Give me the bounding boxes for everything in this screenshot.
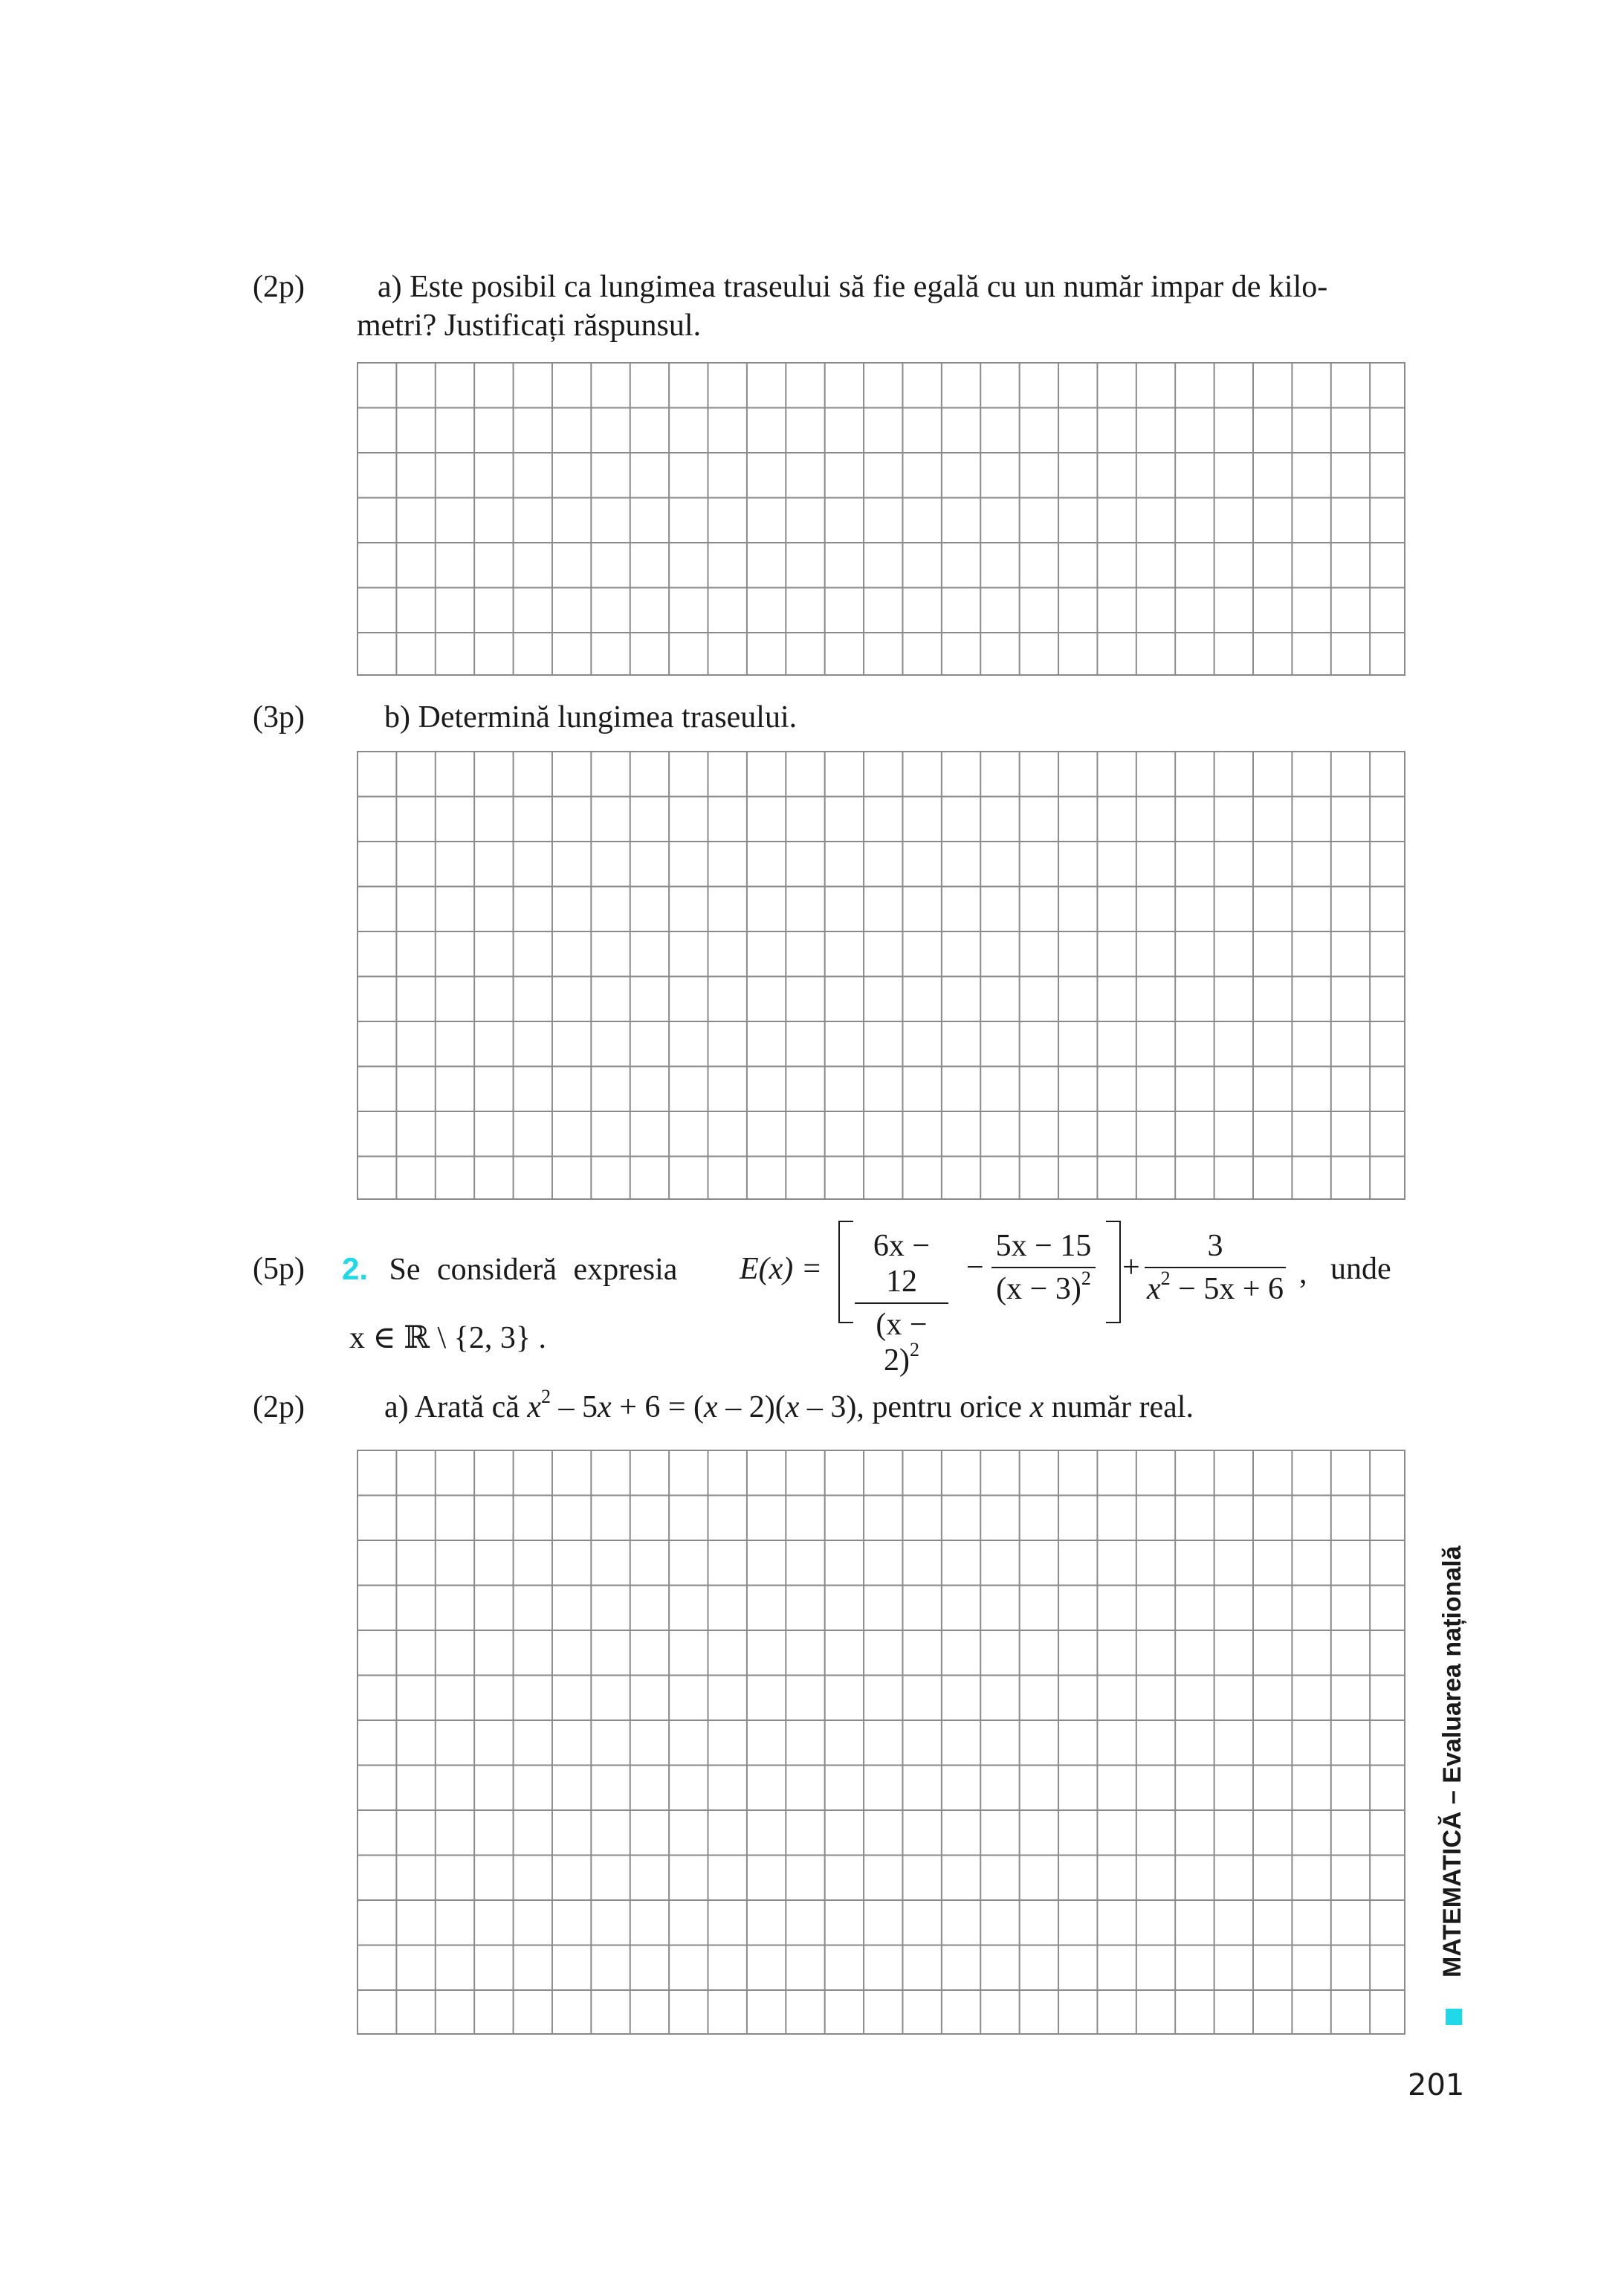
fraction-3: 3 $x^2 - 5x + 6$ <box>1145 1228 1286 1307</box>
answer-grid-q1b[interactable] <box>357 751 1405 1200</box>
points-q1b: (3p) <box>253 700 305 734</box>
fraction-1: 6x − 12 $(x - 2)^2$ <box>855 1228 948 1378</box>
q1a-line2: metri? Justificați răspunsul. <box>357 309 702 343</box>
answer-grid-q2a[interactable] <box>357 1450 1405 2035</box>
left-bracket <box>838 1221 853 1323</box>
points-q1a: (2p) <box>253 270 305 304</box>
points-q2a: (2p) <box>253 1390 305 1424</box>
page-number: 201 <box>1408 2068 1465 2102</box>
q2a-text: a) Arată că $x^2 - 5x + 6 = (x - 2)(x - 3)$, pentru orice x număr real. <box>384 1386 1194 1424</box>
minus-sign: − <box>966 1250 984 1285</box>
q2-statement <box>342 1250 677 1288</box>
q1a-line1: a) Este posibil ca lungimea traseului să fie egală cu un număr impar de kilo- <box>378 270 1328 304</box>
fraction-2: 5x − 15 $(x - 3)^2$ <box>991 1228 1096 1307</box>
subject-sidebar-label: MATEMATICĂ – Evaluarea națională <box>1438 1546 1466 1977</box>
q2-intro: Se consideră expresia <box>389 1253 678 1287</box>
right-bracket <box>1106 1221 1121 1323</box>
unde-text: unde <box>1330 1252 1391 1286</box>
q2-domain: x ∈ ℝ \ {2, 3} . <box>349 1321 546 1355</box>
points-q2: (5p) <box>253 1252 305 1286</box>
comma: , <box>1299 1256 1307 1291</box>
q2-lhs: E(x) = <box>740 1252 823 1286</box>
answer-grid-q1a[interactable] <box>357 362 1405 676</box>
plus-sign: + <box>1122 1250 1140 1285</box>
question-number: 2. <box>342 1251 369 1286</box>
q1b-text: b) Determină lungimea traseului. <box>384 700 798 734</box>
accent-square-icon <box>1446 2009 1462 2025</box>
